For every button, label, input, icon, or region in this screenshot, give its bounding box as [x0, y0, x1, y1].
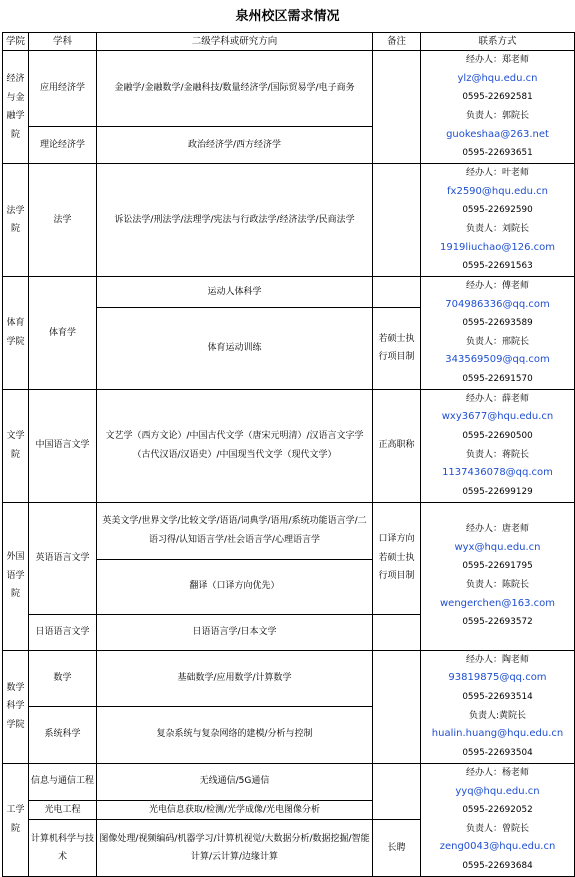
- direction-cell: 无线通信/5G通信: [97, 763, 373, 800]
- discipline-cell: 体育学: [29, 277, 97, 390]
- contact-phone: 0595-22693504: [462, 747, 533, 758]
- discipline-cell: 英语语言文学: [29, 502, 97, 614]
- contact-email[interactable]: guokeshaa@263.net: [446, 128, 549, 140]
- contact-handler: 经办人：唐老师: [465, 524, 529, 535]
- note-cell: [373, 51, 421, 164]
- direction-cell: 英美文学/世界文学/比较文学/语语/词典学/语用/系统功能语言学/二语习得/认知语言学/社会语言学/心理语言学: [97, 502, 373, 559]
- contact-head: 负责人：刘院长: [465, 224, 529, 234]
- contact-phone: 0595-22693572: [462, 617, 533, 628]
- table-row: [3, 763, 575, 800]
- table-row: [3, 650, 575, 706]
- note-cell: [373, 614, 421, 650]
- contact-handler: 经办人：陶老师: [465, 654, 529, 665]
- contact-email[interactable]: ylz@hqu.edu.cn: [457, 72, 538, 84]
- college-cell: 法学院: [3, 164, 29, 277]
- contact-phone: 0595-22693651: [462, 148, 533, 159]
- demand-table: [2, 32, 575, 877]
- header-direction: 二级学科或研究方向: [97, 33, 373, 51]
- contact-email[interactable]: 1919liuchao@126.com: [439, 241, 556, 253]
- contact-email[interactable]: wxy3677@hqu.edu.cn: [441, 411, 554, 423]
- contact-email[interactable]: fx2590@hqu.edu.cn: [447, 185, 548, 197]
- table-row: [3, 502, 575, 559]
- contact-phone: 0595-22691563: [462, 261, 533, 272]
- contact-cell: [421, 502, 575, 650]
- note-cell: 口译方向若硕士执行项目制: [373, 502, 421, 614]
- college-cell: 经济与金融学院: [3, 51, 29, 164]
- direction-cell: 图像处理/视频编码/机器学习/计算机视觉/大数据分析/数据挖掘/智能计算/云计算/边缘计算: [97, 820, 373, 877]
- discipline-cell: 系统科学: [29, 706, 97, 763]
- contact-cell: [421, 164, 575, 277]
- contact-email[interactable]: 1137436078@qq.com: [442, 467, 553, 479]
- contact-phone: 0595-22690500: [462, 430, 533, 441]
- college-cell: 外国语学院: [3, 502, 29, 650]
- college-cell: 文学院: [3, 389, 29, 502]
- note-cell: [373, 164, 421, 277]
- contact-phone: 0595-22691795: [462, 561, 533, 572]
- discipline-cell: 光电工程: [29, 800, 97, 820]
- header-row: [3, 33, 575, 51]
- discipline-cell: 理论经济学: [29, 127, 97, 164]
- direction-cell: 翻译（口译方向优先）: [97, 559, 373, 614]
- table-row: [3, 51, 575, 127]
- note-cell: 若硕士执行项目制: [373, 307, 421, 389]
- contact-handler: 经办人：薛老师: [465, 393, 529, 404]
- note-cell: [373, 277, 421, 308]
- table-row: [3, 389, 575, 502]
- contact-email[interactable]: 704986336@qq.com: [445, 298, 550, 310]
- direction-cell: 日语语言学/日本文学: [97, 614, 373, 650]
- page-title: 泉州校区需求情况: [235, 9, 340, 24]
- contact-email[interactable]: wengerchen@163.com: [439, 597, 555, 609]
- direction-cell: 文艺学（西方文论）/中国古代文学（唐宋元明清）/汉语言文字学（古代汉语/汉语史）/中国现当代文学（现代文学）: [97, 389, 373, 502]
- contact-cell: [421, 389, 575, 502]
- note-cell: 正高职称: [373, 389, 421, 502]
- table-row: [3, 277, 575, 308]
- contact-email[interactable]: yyq@hqu.edu.cn: [455, 785, 540, 797]
- note-cell: [373, 650, 421, 763]
- contact-cell: [421, 277, 575, 390]
- contact-head: 负责人：郭院长: [465, 111, 529, 121]
- header-note: 备注: [373, 33, 421, 51]
- direction-cell: 诉讼法学/刑法学/法理学/宪法与行政法学/经济法学/民商法学: [97, 164, 373, 277]
- contact-cell: [421, 763, 575, 877]
- contact-head: 负责人：邢院长: [465, 336, 529, 347]
- direction-cell: 金融学/金融数学/金融科技/数量经济学/国际贸易学/电子商务: [97, 51, 373, 127]
- contact-email[interactable]: 343569509@qq.com: [445, 354, 550, 366]
- contact-head: 负责人：蒋院长: [465, 449, 529, 460]
- discipline-cell: 日语语言文学: [29, 614, 97, 650]
- college-cell: 工学院: [3, 763, 29, 877]
- contact-phone: 0595-22693684: [462, 861, 533, 871]
- discipline-cell: 中国语言文学: [29, 389, 97, 502]
- contact-cell: [421, 650, 575, 763]
- direction-cell: 政治经济学/西方经济学: [97, 127, 373, 164]
- discipline-cell: 数学: [29, 650, 97, 706]
- contact-handler: 经办人：郑老师: [465, 55, 529, 66]
- contact-phone: 0595-22692052: [462, 805, 533, 816]
- college-cell: 体育学院: [3, 277, 29, 390]
- direction-cell: 复杂系统与复杂网络的建模/分析与控制: [97, 706, 373, 763]
- direction-cell: 光电信息获取/检测/光学成像/光电图像分析: [97, 800, 373, 820]
- contact-phone: 0595-22691570: [462, 373, 533, 384]
- contact-email[interactable]: 93819875@qq.com: [448, 672, 547, 684]
- contact-handler: 经办人：傅老师: [465, 281, 529, 291]
- direction-cell: 基础数学/应用数学/计算数学: [97, 650, 373, 706]
- contact-phone: 0595-22693589: [462, 318, 533, 329]
- header-contact: 联系方式: [421, 33, 575, 51]
- note-cell: 长聘: [373, 820, 421, 877]
- table-row: [3, 164, 575, 277]
- discipline-cell: 信息与通信工程: [29, 763, 97, 800]
- discipline-cell: 法学: [29, 164, 97, 277]
- contact-head: 负责人：曾院长: [465, 823, 529, 834]
- contact-email[interactable]: hualin.huang@hqu.edu.cn: [431, 728, 564, 740]
- contact-head: 负责人:黄院长: [468, 710, 527, 721]
- note-cell: [373, 763, 421, 820]
- contact-cell: [421, 51, 575, 164]
- header-discipline: 学科: [29, 33, 97, 51]
- contact-phone: 0595-22693514: [462, 691, 533, 702]
- discipline-cell: 应用经济学: [29, 51, 97, 127]
- header-college: 学院: [3, 33, 29, 51]
- contact-phone: 0595-22692590: [462, 205, 533, 216]
- contact-phone: 0595-22692581: [462, 92, 533, 103]
- contact-phone: 0595-22699129: [462, 486, 533, 497]
- contact-email[interactable]: wyx@hqu.edu.cn: [454, 541, 541, 553]
- contact-handler: 经办人：叶老师: [465, 168, 529, 179]
- contact-handler: 经办人：杨老师: [465, 768, 529, 779]
- contact-email[interactable]: zeng0043@hqu.edu.cn: [439, 841, 556, 853]
- college-cell: 数学科学学院: [3, 650, 29, 763]
- direction-cell: 运动人体科学: [97, 277, 373, 308]
- direction-cell: 体育运动训练: [97, 307, 373, 389]
- contact-head: 负责人：陈院长: [465, 580, 529, 591]
- discipline-cell: 计算机科学与技术: [29, 820, 97, 877]
